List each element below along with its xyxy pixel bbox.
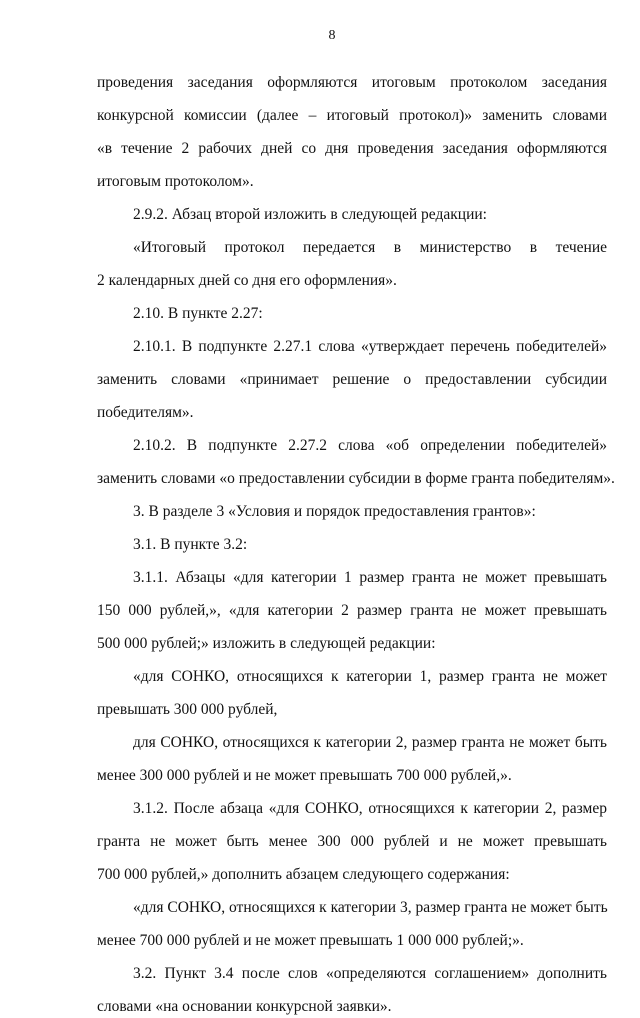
text-line: «для СОНКО, относящихся к категории 3, размер гранта не может быть [133, 899, 608, 916]
text-line: 2.10.2. В подпункте 2.27.2 слова «об определении победителей» [133, 437, 607, 454]
text-line: «Итоговый протокол передается в министерство в течение [133, 239, 607, 256]
text-line: словами «на основании конкурсной заявки». [97, 998, 392, 1015]
text-line: заменить словами «о предоставлении субсидии в форме гранта победителям». [97, 470, 615, 487]
text-line: менее 700 000 рублей и не может превышать 1 000 000 рублей;». [97, 932, 524, 949]
text-line: 3.1.1. Абзацы «для категории 1 размер гранта не может превышать [133, 569, 607, 586]
text-line: 2.10.1. В подпункте 2.27.1 слова «утверждает перечень победителей» [133, 338, 607, 355]
text-line: 2.10. В пункте 2.27: [133, 305, 263, 322]
text-line: 3.1. В пункте 3.2: [133, 536, 248, 553]
text-line: менее 300 000 рублей и не может превышать 700 000 рублей,». [97, 767, 512, 784]
text-line: 2.9.2. Абзац второй изложить в следующей редакции: [133, 206, 487, 223]
text-line: 700 000 рублей,» дополнить абзацем следующего содержания: [97, 866, 510, 883]
document-body [97, 72, 615, 1018]
page-number: 8 [328, 28, 336, 43]
text-line: 3. В разделе 3 «Условия и порядок предоставления грантов»: [133, 503, 536, 520]
text-line: 500 000 рублей;» изложить в следующей редакции: [97, 635, 436, 652]
text-line: 2 календарных дней со дня его оформления». [97, 272, 397, 289]
text-line: проведения заседания оформляются итоговым протоколом заседания [97, 74, 607, 91]
text-line: «для СОНКО, относящихся к категории 1, размер гранта не может [133, 668, 607, 685]
text-line: заменить словами «принимает решение о предоставлении субсидии [97, 371, 607, 388]
text-line: гранта не может быть менее 300 000 рублей и не может превышать [97, 833, 607, 850]
text-line: для СОНКО, относящихся к категории 2, размер гранта не может быть [133, 734, 607, 751]
text-line: превышать 300 000 рублей, [97, 701, 278, 718]
text-line: итоговым протоколом». [97, 173, 254, 190]
text-line: победителям». [97, 404, 194, 421]
text-line: 3.2. Пункт 3.4 после слов «определяются соглашением» дополнить [133, 965, 607, 982]
text-line: 150 000 рублей,», «для категории 2 размер гранта не может превышать [97, 602, 607, 619]
text-line: 3.1.2. После абзаца «для СОНКО, относящихся к категории 2, размер [133, 800, 607, 817]
text-line: конкурсной комиссии (далее – итоговый протокол)» заменить словами [97, 107, 607, 124]
text-line: «в течение 2 рабочих дней со дня проведения заседания оформляются [97, 140, 607, 157]
